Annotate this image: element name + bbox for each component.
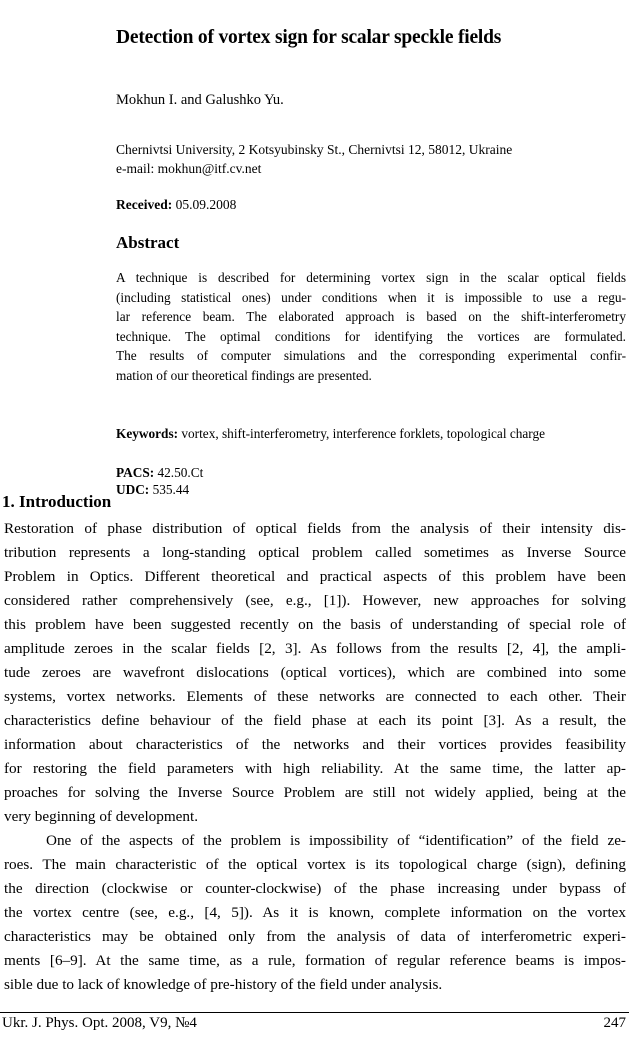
abstract-line: (including statistical ones) under conditions when it is impossible to use a regu- <box>116 289 626 305</box>
paragraph-line: Problem in Optics. Different theoretical and practical aspects of this problem have been <box>4 568 626 585</box>
paragraph-line: for restoring the field parameters with high reliability. At the same time, the latter ap- <box>4 760 626 777</box>
affiliation-block <box>116 140 512 178</box>
paragraph-line: systems, vortex networks. Elements of these networks are connected to each other. Their <box>4 688 626 705</box>
affiliation: Chernivtsi University, 2 Kotsyubinsky St., Chernivtsi 12, 58012, Ukraine <box>116 142 513 157</box>
paragraph-line: amplitude zeroes in the scalar fields [2, 3]. As follows from the results [2, 4], the ampli- <box>4 640 626 657</box>
udc-label: UDC: <box>116 482 150 497</box>
footer-divider <box>0 1012 629 1013</box>
paragraph-line: information about characteristics of the networks and their vortices provides feasibility <box>4 736 626 753</box>
journal-citation: Ukr. J. Phys. Opt. 2008, V9, №4 <box>2 1015 197 1031</box>
paper-title: Detection of vortex sign for scalar speckle fields <box>116 27 502 48</box>
paragraph-line: Restoration of phase distribution of optical fields from the analysis of their intensity dis- <box>4 520 626 537</box>
udc <box>116 481 203 498</box>
paragraph-line: proaches for solving the Inverse Source Problem are still not widely applied, being at the <box>4 784 626 801</box>
paragraph-line: this problem have been suggested recently on the basis of understanding of special role of <box>4 616 626 633</box>
pacs <box>116 464 203 481</box>
received-date <box>116 197 236 213</box>
abstract-line: mation of our theoretical findings are presented. <box>116 367 372 383</box>
paragraph-line: roes. The main characteristic of the optical vortex is its topological charge (sign), defining <box>4 856 626 873</box>
abstract-line: A technique is described for determining vortex sign in the scalar optical fields <box>116 270 626 285</box>
paragraph-line: sible due to lack of knowledge of pre-history of the field under analysis. <box>4 976 443 993</box>
paragraph-line: characteristics may be obtained only from the analysis of data of interferometric experi- <box>4 928 626 945</box>
paragraph-line: the vortex centre (see, e.g., [4, 5]). As it is known, complete information on the vortex <box>4 904 626 921</box>
abstract-line: lar reference beam. The elaborated approach is based on the shift-interferometry <box>116 309 626 324</box>
received-value: 05.09.2008 <box>175 197 237 212</box>
keywords-label: Keywords: <box>116 426 179 441</box>
paragraph-line: characteristics define behaviour of the field phase at each its point [3]. As a result, the <box>4 712 626 729</box>
received-label: Received: <box>116 197 173 212</box>
pacs-value: 42.50.Ct <box>157 465 204 480</box>
paragraph-line: considered rather comprehensively (see, e.g., [1]). However, new approaches for solving <box>4 592 626 609</box>
paragraph-line: ments [6–9]. At the same time, as a rule, formation of regular reference beams is impos- <box>4 952 626 969</box>
abstract-line: technique. The optimal conditions for identifying the vortices are formulated. <box>116 328 626 344</box>
abstract-line: The results of computer simulations and the corresponding experimental confir- <box>116 348 626 363</box>
pacs-label: PACS: <box>116 465 155 480</box>
abstract-heading: Abstract <box>116 233 180 252</box>
paragraph-line: very beginning of development. <box>4 808 199 825</box>
paragraph-line: tude zeroes are wavefront dislocations (optical vortices), which are combined into some <box>4 664 626 681</box>
email: e-mail: mokhun@itf.cv.net <box>116 161 262 176</box>
udc-value: 535.44 <box>152 482 190 497</box>
paragraph-line: One of the aspects of the problem is impossibility of “identification” of the field ze- <box>46 832 626 849</box>
section-body <box>4 517 626 997</box>
section-heading: 1. Introduction <box>2 492 112 511</box>
abstract-body <box>116 268 626 385</box>
paragraph-line: the direction (clockwise or counter-clockwise) of the phase increasing under bypass of <box>4 880 626 897</box>
keywords <box>116 426 545 442</box>
keywords-value: vortex, shift-interferometry, interference forklets, topological charge <box>181 426 546 441</box>
page-number: 247 <box>603 1015 626 1031</box>
authors: Mokhun I. and Galushko Yu. <box>116 92 284 108</box>
classification <box>116 464 203 498</box>
paragraph-line: tribution represents a long-standing optical problem called sometimes as Inverse Source <box>4 544 626 561</box>
